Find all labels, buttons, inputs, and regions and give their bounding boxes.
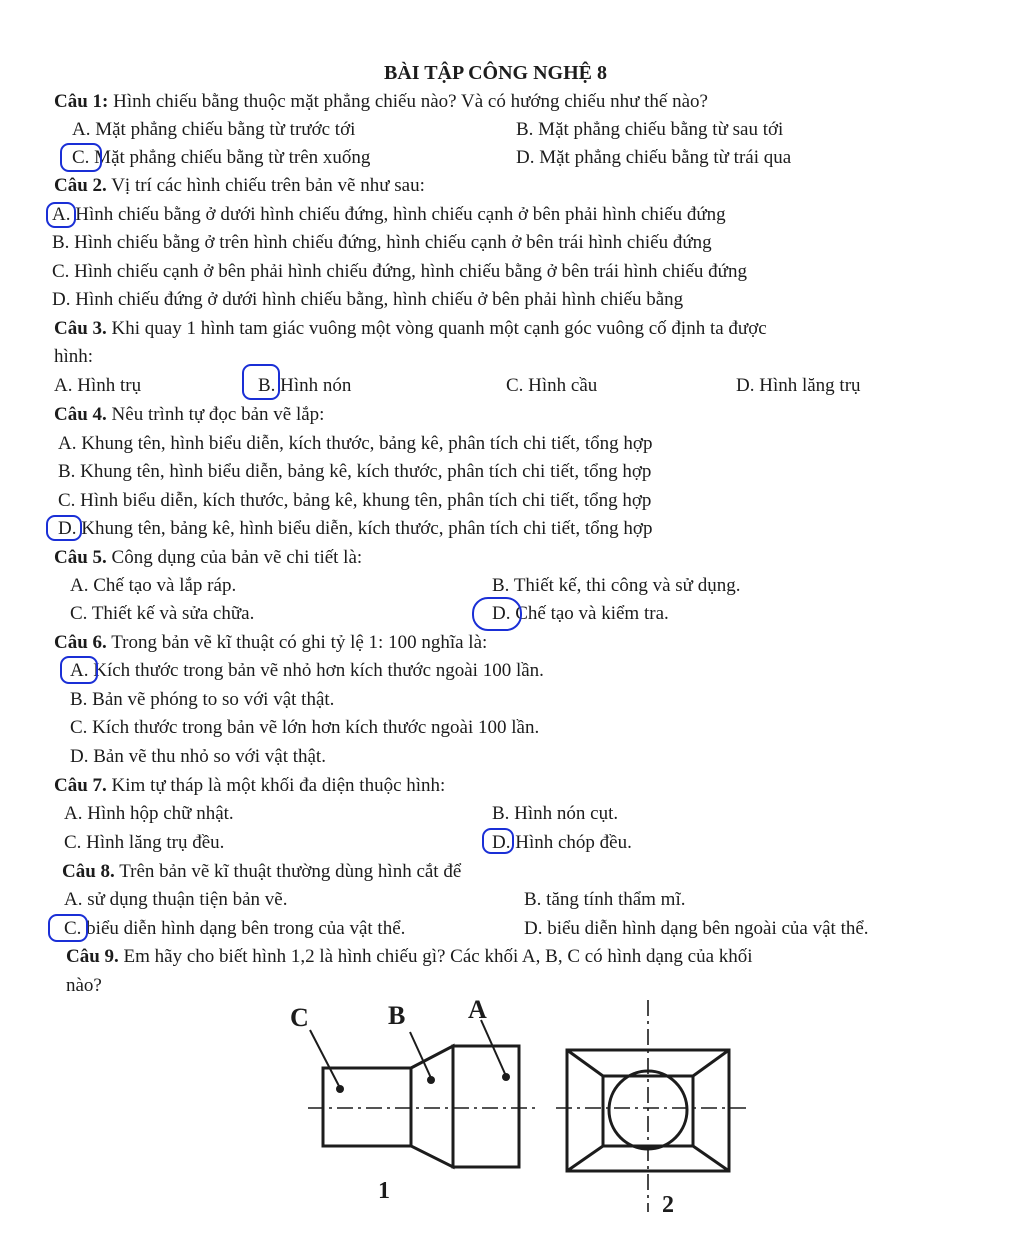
q7-option-c: C. Hình lăng trụ đều.	[64, 832, 225, 853]
page-title: BÀI TẬP CÔNG NGHỆ 8	[384, 62, 607, 84]
q8-option-d: D. biểu diễn hình dạng bên ngoài của vật thể.	[524, 918, 869, 939]
q5-option-a: A. Chế tạo và lắp ráp.	[70, 575, 237, 596]
q5-option-d: D. Chế tạo và kiểm tra.	[492, 603, 669, 624]
question-3-text: Khi quay 1 hình tam giác vuông một vòng quanh một cạnh góc vuông cố định ta được	[106, 318, 767, 339]
question-6-label: Câu 6.	[54, 632, 107, 653]
q3-option-b: B. Hình nón	[258, 375, 352, 396]
q4-option-a: A. Khung tên, hình biểu diễn, kích thước, bảng kê, phân tích chi tiết, tổng hợp	[58, 433, 653, 454]
question-7-text: Kim tự tháp là một khối đa diện thuộc hình:	[106, 775, 446, 796]
question-3-label: Câu 3.	[54, 318, 107, 339]
q4-option-d: D. Khung tên, bảng kê, hình biểu diễn, kích thước, phân tích chi tiết, tổng hợp	[58, 518, 653, 539]
q8-option-a: A. sử dụng thuận tiện bản vẽ.	[64, 889, 288, 910]
question-8-text: Trên bản vẽ kĩ thuật thường dùng hình cắt để	[114, 861, 462, 882]
figure-2-caption: 2	[662, 1192, 674, 1218]
q2-option-d: D. Hình chiếu đứng ở dưới hình chiếu bằng, hình chiếu ở bên phải hình chiếu bằng	[52, 289, 684, 310]
question-7-label: Câu 7.	[54, 775, 107, 796]
question-5-text: Công dụng của bản vẽ chi tiết là:	[106, 547, 363, 568]
q7-option-a: A. Hình hộp chữ nhật.	[64, 803, 234, 824]
question-3-text-cont: hình:	[54, 346, 94, 367]
question-9-text-cont: nào?	[66, 975, 102, 996]
q7-option-b: B. Hình nón cụt.	[492, 803, 619, 824]
label-a: A	[468, 995, 487, 1024]
label-b: B	[388, 1001, 406, 1030]
q5-option-b: B. Thiết kế, thi công và sử dụng.	[492, 575, 741, 596]
q1-option-d: D. Mặt phẳng chiếu bằng từ trái qua	[516, 147, 792, 168]
q7-option-d: D. Hình chóp đều.	[492, 832, 632, 853]
q8-option-b: B. tăng tính thẩm mĩ.	[524, 889, 686, 910]
q6-option-b: B. Bản vẽ phóng to so với vật thật.	[70, 689, 335, 710]
q2-option-b: B. Hình chiếu bằng ở trên hình chiếu đứng, hình chiếu cạnh ở bên trái hình chiếu đứng	[52, 232, 712, 253]
q8-option-c: C. biểu diễn hình dạng bên trong của vật thể.	[64, 918, 406, 939]
question-1-text: Hình chiếu bằng thuộc mặt phẳng chiếu nào? Và có hướng chiếu như thế nào?	[108, 91, 708, 112]
q6-option-d: D. Bản vẽ thu nhỏ so với vật thật.	[70, 746, 326, 767]
figure-1-caption: 1	[378, 1178, 390, 1204]
question-2-label: Câu 2.	[54, 175, 107, 196]
question-8-label: Câu 8.	[62, 861, 115, 882]
q1-option-a: A. Mặt phẳng chiếu bằng từ trước tới	[72, 119, 356, 140]
question-5-label: Câu 5.	[54, 547, 107, 568]
q1-option-c: C. Mặt phẳng chiếu bằng từ trên xuống	[72, 147, 371, 168]
block-b-outline	[411, 1046, 453, 1167]
q2-option-a: A. Hình chiếu bằng ở dưới hình chiếu đứng, hình chiếu cạnh ở bên phải hình chiếu đứng	[52, 204, 726, 225]
question-4-label: Câu 4.	[54, 404, 107, 425]
question-4-text: Nêu trình tự đọc bản vẽ lắp:	[106, 404, 325, 425]
q3-option-c: C. Hình cầu	[506, 375, 598, 396]
label-c: C	[290, 1003, 309, 1032]
question-9-text: Em hãy cho biết hình 1,2 là hình chiếu gì? Các khối A, B, C có hình dạng của khối	[118, 946, 753, 967]
q4-option-b: B. Khung tên, hình biểu diễn, bảng kê, kích thước, phân tích chi tiết, tổng hợp	[58, 461, 652, 482]
question-2-text: Vị trí các hình chiếu trên bản vẽ như sau:	[106, 175, 425, 196]
block-a-outline	[453, 1046, 519, 1167]
q5-option-c: C. Thiết kế và sửa chữa.	[70, 603, 255, 624]
q2-option-c: C. Hình chiếu cạnh ở bên phải hình chiếu đứng, hình chiếu bằng ở bên trái hình chiếu đứng	[52, 261, 747, 282]
q1-option-b: B. Mặt phẳng chiếu bằng từ sau tới	[516, 119, 784, 140]
q4-option-c: C. Hình biểu diễn, kích thước, bảng kê, khung tên, phân tích chi tiết, tổng hợp	[58, 490, 652, 511]
q6-option-a: A. Kích thước trong bản vẽ nhỏ hơn kích thước ngoài 100 lần.	[70, 660, 544, 681]
q6-option-c: C. Kích thước trong bản vẽ lớn hơn kích thước ngoài 100 lần.	[70, 717, 540, 738]
question-1-label: Câu 1:	[54, 91, 109, 112]
q3-option-a: A. Hình trụ	[54, 375, 142, 396]
q3-option-d: D. Hình lăng trụ	[736, 375, 861, 396]
question-6-text: Trong bản vẽ kĩ thuật có ghi tỷ lệ 1: 100 nghĩa là:	[106, 632, 488, 653]
question-9-label: Câu 9.	[66, 946, 119, 967]
